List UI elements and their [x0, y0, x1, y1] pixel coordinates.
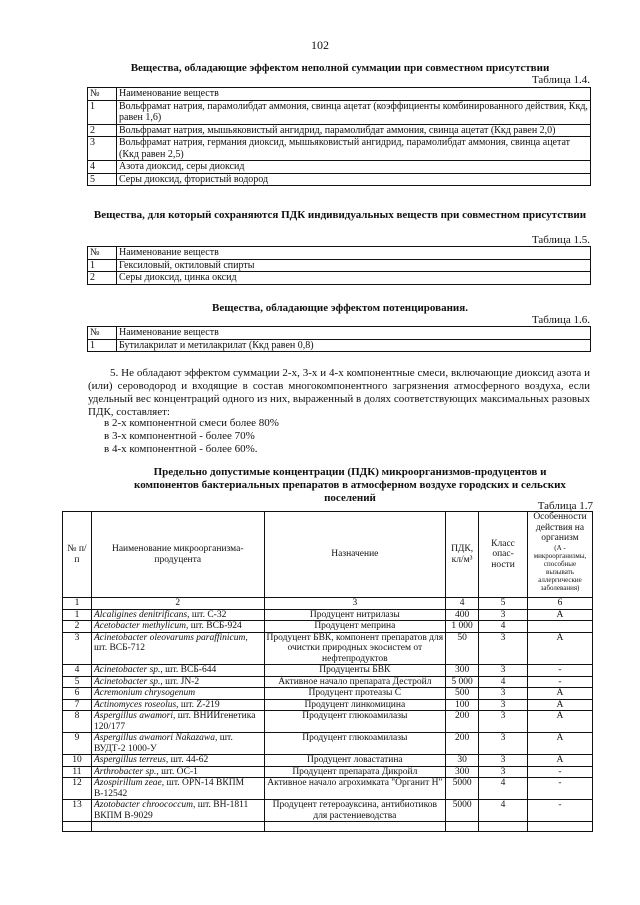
- microorganism-latin-name: Acetobacter methylicum: [93, 621, 186, 631]
- substance-names: Вольфрамат натрия, мышьяковистый ангидрид, парамолибдат аммония, свинца ацетат (Ккд равен 2,0): [117, 124, 591, 137]
- substance-names: Гексиловый, октиловый спирты: [117, 259, 591, 272]
- row-number: 13: [63, 800, 92, 822]
- empty-cell: [63, 822, 92, 832]
- purpose: Продуцент ловастатина: [264, 755, 446, 767]
- pdk-value: 30: [446, 755, 479, 767]
- table-row: [63, 800, 593, 822]
- action-feature: А: [527, 609, 592, 621]
- pdk-value: 1 000: [446, 621, 479, 633]
- row-number: 2: [88, 124, 117, 137]
- table-row: [63, 621, 593, 633]
- microorganism-strain: , шт. Z-219: [176, 699, 220, 710]
- purpose: Продуцент глюкоамилазы: [264, 711, 446, 733]
- table-row: [63, 733, 593, 755]
- row-number: 3: [63, 632, 92, 665]
- column-number: 4: [446, 598, 479, 610]
- col-header-name: Наименование микроорганизма-продуцента: [91, 512, 264, 598]
- col-header-features: [527, 512, 592, 598]
- row-number: 10: [63, 755, 92, 767]
- column-number: 5: [479, 598, 528, 610]
- table-row: [88, 259, 591, 272]
- substance-names: Серы диоксид, фтористый водород: [117, 173, 591, 186]
- microorganism-latin-name: Acinetobacter sp.: [93, 665, 161, 675]
- hazard-class: 3: [479, 609, 528, 621]
- pdk-value: 400: [446, 609, 479, 621]
- col-header-class: Класс опас- ности: [479, 512, 528, 598]
- table-row: [63, 688, 593, 700]
- action-feature: -: [527, 778, 592, 800]
- table-1-4-label: Таблица 1.4.: [531, 74, 590, 86]
- row-number: 8: [63, 711, 92, 733]
- purpose: Продуцент протеазы С: [264, 688, 446, 700]
- table-row: [88, 173, 591, 186]
- microorganism-strain: , шт. ВН-1811 ВКПМ В-9029: [93, 800, 249, 821]
- hazard-class: 3: [479, 733, 528, 755]
- pdk-value: 300: [446, 665, 479, 677]
- col-header-num: № п/п: [63, 512, 92, 598]
- table-1-6-label: Таблица 1.6.: [531, 314, 590, 326]
- action-feature: -: [527, 676, 592, 688]
- microorganism-latin-name: Azospirillum zeae: [93, 778, 162, 788]
- table-row: [88, 124, 591, 137]
- table-row: [88, 100, 591, 124]
- row-number: 12: [63, 778, 92, 800]
- column-number: 6: [527, 598, 592, 610]
- empty-row: [63, 822, 593, 832]
- pdk-value: 50: [446, 632, 479, 665]
- microorganism-name: [91, 733, 264, 755]
- table-1-5-label: Таблица 1.5.: [531, 234, 590, 246]
- table-row: [63, 699, 593, 711]
- microorganism-latin-name: Arthrobacter sp.: [93, 766, 157, 777]
- purpose: Продуцент линкомицина: [264, 699, 446, 711]
- microorganism-strain: , шт. С-32: [187, 609, 227, 620]
- row-number: 5: [63, 676, 92, 688]
- microorganism-name: [91, 621, 264, 633]
- microorganism-latin-name: Azotobacter chroococcum: [93, 800, 194, 810]
- substance-names: Вольфрамат натрия, германия диоксид, мышьяковистый ангидрид, парамолибдат аммония, свинца ацетат (Ккд равен 2,5): [117, 137, 591, 161]
- action-feature: -: [527, 665, 592, 677]
- pdk-value: 200: [446, 733, 479, 755]
- microorganism-name: [91, 676, 264, 688]
- table-1-7-label: Таблица 1.7: [537, 500, 593, 512]
- table-1-4: [87, 87, 591, 186]
- empty-cell: [264, 822, 446, 832]
- microorganism-name: [91, 688, 264, 700]
- col-header-substances: Наименование веществ: [117, 327, 591, 340]
- table-row: [63, 609, 593, 621]
- substance-names: Вольфрамат натрия, парамолибдат аммония, свинца ацетат (коэффициенты комбинированного действия, Ккд, равен 1,6): [117, 100, 591, 124]
- microorganism-latin-name: Alcaligines denitrificans: [93, 609, 188, 620]
- col-header-number: №: [88, 88, 117, 101]
- microorganism-latin-name: Aspergillus terreus: [93, 755, 166, 765]
- microorganism-name: [91, 699, 264, 711]
- microorganism-latin-name: Aspergillus awamori Nakazawa: [93, 733, 215, 743]
- table-1-5-heading: Вещества, для который сохраняются ПДК индивидуальных веществ при совместном присутствии: [93, 209, 587, 221]
- row-number: 1: [88, 339, 117, 352]
- column-number: 3: [264, 598, 446, 610]
- microorganism-latin-name: Acinetobacter sp.: [93, 676, 161, 687]
- table-1-7-heading: Предельно допустимые концентрации (ПДК) микроорганизмов-продуцентов и компонентов бактериальных препаратов в атмосферном воздухе городских и сельских поселений: [134, 466, 566, 504]
- paragraph-5-item: в 3-х компонентной - более 70%: [104, 430, 255, 442]
- column-number: 1: [63, 598, 92, 610]
- paragraph-5-item: в 4-х компонентной - более 60%.: [104, 443, 258, 455]
- substance-names: Серы диоксид, цинка оксид: [117, 272, 591, 285]
- action-feature: -: [527, 766, 592, 778]
- hazard-class: 4: [479, 621, 528, 633]
- row-number: 11: [63, 766, 92, 778]
- hazard-class: 3: [479, 665, 528, 677]
- col-header-number: №: [88, 247, 117, 260]
- purpose: Продуцент препарата Дикройл: [264, 766, 446, 778]
- substance-names: Бутилакрилат и метилакрилат (Ккд равен 0,8): [117, 339, 591, 352]
- action-feature: А: [527, 632, 592, 665]
- pdk-value: 5 000: [446, 676, 479, 688]
- col-header-number: №: [88, 327, 117, 340]
- table-row: [88, 339, 591, 352]
- substance-names: Азота диоксид, серы диоксид: [117, 161, 591, 174]
- table-row: [88, 272, 591, 285]
- pdk-value: 300: [446, 766, 479, 778]
- row-number: 2: [63, 621, 92, 633]
- row-number: 5: [88, 173, 117, 186]
- table-1-4-heading: Вещества, обладающие эффектом неполной суммации при совместном присутствии: [130, 62, 550, 74]
- table-1-5: [87, 246, 591, 285]
- table-row: [88, 161, 591, 174]
- table-1-6-header-row: [88, 327, 591, 340]
- pdk-value: 200: [446, 711, 479, 733]
- microorganism-name: [91, 711, 264, 733]
- table-1-4-header-row: [88, 88, 591, 101]
- hazard-class: 4: [479, 676, 528, 688]
- microorganism-name: [91, 632, 264, 665]
- action-feature: [527, 621, 592, 633]
- hazard-class: 4: [479, 778, 528, 800]
- table-1-6-heading: Вещества, обладающие эффектом потенцирования.: [212, 302, 468, 314]
- microorganism-latin-name: Acinetobacter oleovarums paraffinicum: [93, 632, 246, 643]
- action-feature: А: [527, 711, 592, 733]
- purpose: Продуцент меприна: [264, 621, 446, 633]
- pdk-value: 500: [446, 688, 479, 700]
- empty-cell: [479, 822, 528, 832]
- col-header-features-title: Особенности действия на организм: [533, 512, 587, 543]
- microorganism-strain: , шт. OPN-14 ВКПМ В-12542: [93, 778, 245, 799]
- row-number: 6: [63, 688, 92, 700]
- microorganism-strain: , шт. ОС-1: [156, 766, 198, 777]
- microorganism-name: [91, 665, 264, 677]
- row-number: 7: [63, 699, 92, 711]
- row-number: 1: [88, 100, 117, 124]
- empty-cell: [527, 822, 592, 832]
- table-row: [63, 766, 593, 778]
- pdk-value: 5000: [446, 778, 479, 800]
- paragraph-5-item: в 2-х компонентной смеси более 80%: [104, 417, 279, 429]
- table-row: [63, 676, 593, 688]
- hazard-class: 3: [479, 755, 528, 767]
- row-number: 4: [88, 161, 117, 174]
- microorganism-latin-name: Actinomyces roseolus: [93, 699, 177, 710]
- table-row: [88, 137, 591, 161]
- table-row: [63, 755, 593, 767]
- col-header-features-note: (А - микроорганизмы, способные вызывать аллергические заболевания): [533, 543, 587, 592]
- microorganism-latin-name: Aspergillus awamori: [93, 711, 174, 721]
- row-number: 1: [63, 609, 92, 621]
- row-number: 3: [88, 137, 117, 161]
- purpose: Продуценты БВК: [264, 665, 446, 677]
- microorganism-name: [91, 609, 264, 621]
- row-number: 2: [88, 272, 117, 285]
- microorganism-strain: , шт. ВСБ-924: [186, 621, 242, 631]
- pdk-value: 5000: [446, 800, 479, 822]
- column-number: 2: [91, 598, 264, 610]
- microorganism-strain: , шт. 44-62: [165, 755, 209, 765]
- hazard-class: 3: [479, 688, 528, 700]
- action-feature: -: [527, 800, 592, 822]
- table-1-7: [62, 511, 593, 832]
- empty-cell: [91, 822, 264, 832]
- table-1-5-header-row: [88, 247, 591, 260]
- microorganism-name: [91, 778, 264, 800]
- col-header-substances: Наименование веществ: [117, 247, 591, 260]
- purpose: Продуцент нитрилазы: [264, 609, 446, 621]
- microorganism-strain: , шт. ВСБ-712: [93, 632, 248, 653]
- hazard-class: 3: [479, 632, 528, 665]
- pdk-value: 100: [446, 699, 479, 711]
- row-number: 9: [63, 733, 92, 755]
- action-feature: А: [527, 688, 592, 700]
- table-row: [63, 665, 593, 677]
- purpose: Активное начало препарата Дестройл: [264, 676, 446, 688]
- hazard-class: 3: [479, 699, 528, 711]
- purpose: Продуцент гетероауксина, антибиотиков для растениеводства: [264, 800, 446, 822]
- table-row: [63, 632, 593, 665]
- microorganism-name: [91, 766, 264, 778]
- microorganism-name: [91, 800, 264, 822]
- microorganism-strain: , шт. JN-2: [160, 676, 200, 687]
- microorganism-strain: , шт. ВНИИгенетика 120/177: [93, 711, 256, 732]
- action-feature: А: [527, 699, 592, 711]
- row-number: 1: [88, 259, 117, 272]
- microorganism-strain: , шт. ВСБ-644: [160, 665, 217, 675]
- table-1-6: [87, 326, 591, 352]
- purpose: Продуцент БВК, компонент препаратов для очистки природных экосистем от нефтепродуктов: [264, 632, 446, 665]
- paragraph-5: 5. Не обладают эффектом суммации 2-х, 3-х и 4-х компонентные смеси, включающие диоксид азота и (или) сероводород и входящие в состав многокомпонентного загрязнения атмосферного воздуха, если удельный вес концентраций одного из них, выраженный в долях соответствующих максимальных разовых ПДК, составляет:: [88, 367, 590, 418]
- purpose: Активное начало агрохимката "Органит Н": [264, 778, 446, 800]
- column-number-row: [63, 598, 593, 610]
- col-header-pdk: ПДК, кл/м³: [446, 512, 479, 598]
- table-row: [63, 778, 593, 800]
- empty-cell: [446, 822, 479, 832]
- action-feature: А: [527, 733, 592, 755]
- microorganism-latin-name: Acremonium chrysogenum: [93, 688, 196, 698]
- action-feature: А: [527, 755, 592, 767]
- purpose: Продуцент глюкоамилазы: [264, 733, 446, 755]
- col-header-substances: Наименование веществ: [117, 88, 591, 101]
- table-row: [63, 711, 593, 733]
- row-number: 4: [63, 665, 92, 677]
- microorganism-strain: , шт. ВУДТ-2 1000-У: [93, 733, 233, 754]
- hazard-class: 3: [479, 766, 528, 778]
- hazard-class: 3: [479, 711, 528, 733]
- col-header-purpose: Назначение: [264, 512, 446, 598]
- hazard-class: 4: [479, 800, 528, 822]
- microorganism-name: [91, 755, 264, 767]
- page-number: 102: [311, 38, 329, 52]
